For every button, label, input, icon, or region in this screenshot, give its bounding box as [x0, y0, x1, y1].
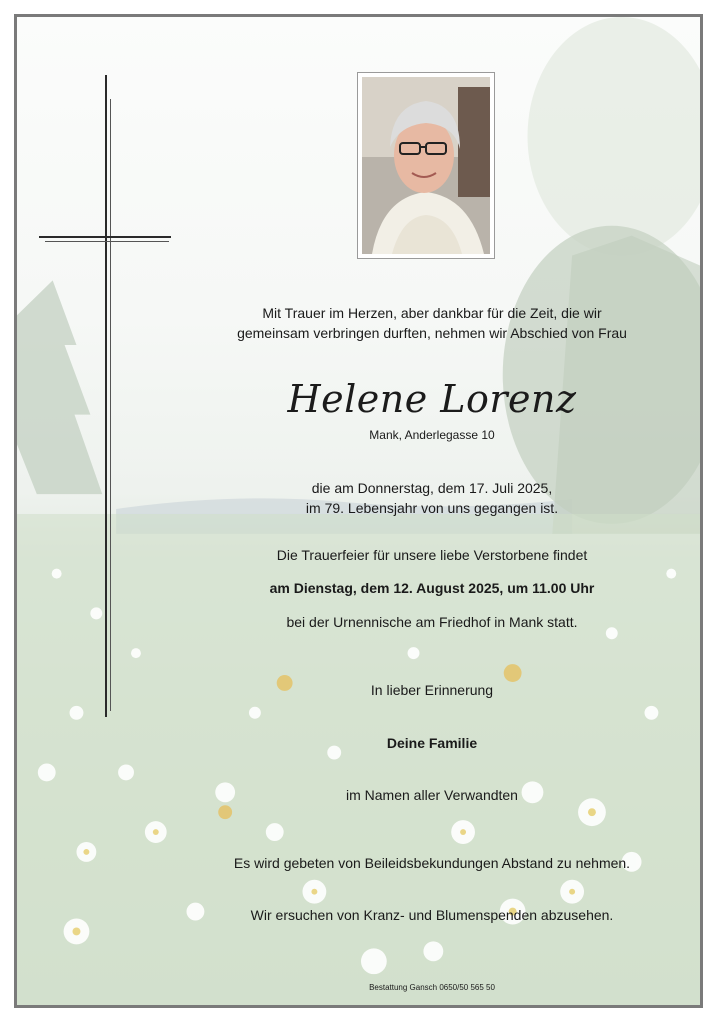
death-line-2: im 79. Lebensjahr von uns gegangen ist.	[305, 500, 559, 516]
intro-text	[177, 303, 687, 343]
funeral-intro: Die Trauerfeier für unsere liebe Verstorbene findet	[276, 547, 588, 563]
family-signature: Deine Familie	[386, 735, 478, 751]
funeral-date: am Dienstag, dem 12. August 2025, um 11.00 Uhr	[269, 580, 595, 596]
cross-horizontal-shadow-line	[45, 241, 169, 242]
cross-vertical-line	[105, 75, 107, 717]
flowers-note: Wir ersuchen von Kranz- und Blumenspenden abzusehen.	[250, 907, 614, 923]
deceased-address: Mank, Anderlegasse 10	[369, 428, 495, 442]
portrait-photo	[362, 77, 490, 254]
portrait-photo-frame	[357, 72, 495, 259]
intro-line-1: Mit Trauer im Herzen, aber dankbar für die Zeit, die wir	[262, 305, 602, 321]
condolence-note: Es wird gebeten von Beileidsbekundungen Abstand zu nehmen.	[233, 855, 631, 871]
deceased-name: Helene Lorenz	[287, 377, 577, 421]
death-line-1: die am Donnerstag, dem 17. Juli 2025,	[311, 480, 553, 496]
cross-horizontal-line	[39, 236, 171, 238]
funeral-place: bei der Urnennische am Friedhof in Mank statt.	[286, 614, 578, 630]
cross-vertical-shadow-line	[110, 99, 111, 711]
obituary-sheet	[14, 14, 703, 1008]
undertaker-contact: Bestattung Gansch 0650/50 565 50	[369, 983, 495, 992]
memory-line: In lieber Erinnerung	[370, 682, 494, 698]
death-text	[177, 478, 687, 518]
intro-line-2: gemeinsam verbringen durften, nehmen wir Abschied von Frau	[237, 325, 627, 341]
relatives-line: im Namen aller Verwandten	[346, 787, 518, 803]
